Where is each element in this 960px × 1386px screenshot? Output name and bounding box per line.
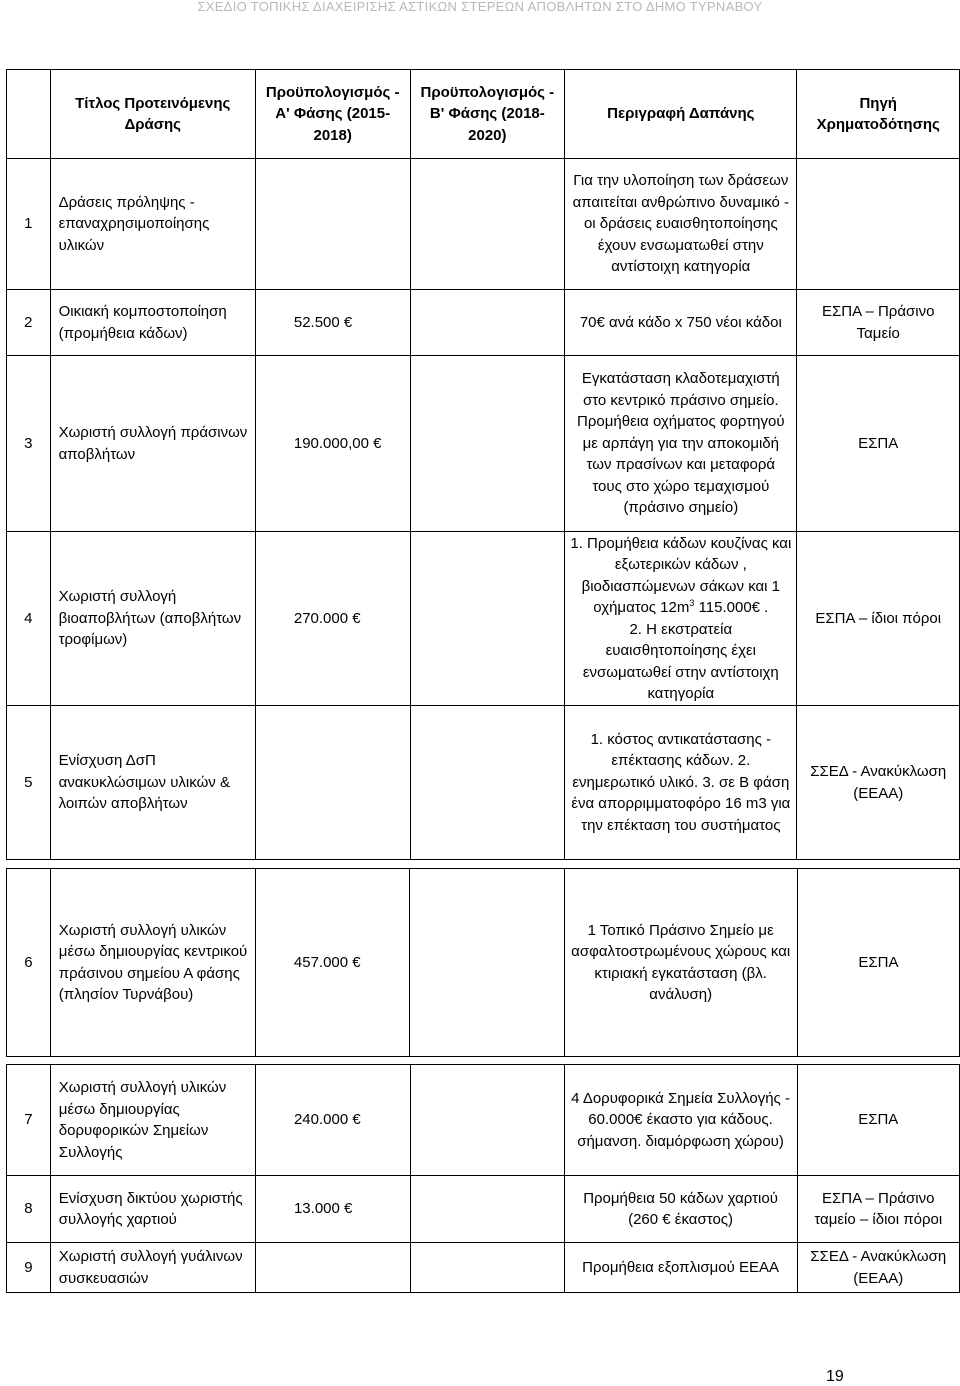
table-row <box>7 1065 960 1176</box>
row-funding: ΕΣΠΑ – ίδιοι πόροι <box>797 532 960 706</box>
row-budget-a <box>255 1243 410 1293</box>
row-budget-a: 457.000 € <box>255 869 410 1057</box>
row-funding: ΕΣΠΑ <box>797 869 959 1057</box>
row-title: Ενίσχυση δικτύου χωριστής συλλογής χαρτιού <box>50 1176 255 1243</box>
row-funding: ΣΣΕΔ - Ανακύκλωση (ΕΕΑΑ) <box>797 1243 960 1293</box>
row-number: 3 <box>7 356 51 532</box>
row-number: 1 <box>7 159 51 290</box>
actions-budget-table-part <box>6 868 960 1057</box>
header-description: Περιγραφή Δαπάνης <box>565 70 797 159</box>
row-budget-a <box>255 706 410 860</box>
header-budget-b: Προϋπολογισμός - Β' Φάσης (2018-2020) <box>410 70 565 159</box>
running-header: ΣΧΕΔΙΟ ΤΟΠΙΚΗΣ ΔΙΑΧΕΙΡΙΣΗΣ ΑΣΤΙΚΩΝ ΣΤΕΡΕΩΝ ΑΠΟΒΛΗΤΩΝ ΣΤΟ ΔΗΜΟ ΤΥΡΝΑΒΟΥ <box>197 0 763 14</box>
row-budget-b <box>410 159 565 290</box>
row-budget-b <box>410 706 565 860</box>
row-budget-a: 270.000 € <box>255 532 410 706</box>
row-budget-b <box>410 1065 564 1176</box>
row-title: Χωριστή συλλογή πράσινων αποβλήτων <box>50 356 255 532</box>
row-budget-a: 190.000,00 € <box>255 356 410 532</box>
header-number <box>7 70 51 159</box>
table-row <box>7 356 960 532</box>
table-header-row <box>7 70 960 159</box>
row-funding: ΕΣΠΑ <box>797 356 960 532</box>
header-budget-a: Προϋπολογισμός - Α' Φάσης (2015-2018) <box>255 70 410 159</box>
table-row <box>7 1243 960 1293</box>
row-title: Δράσεις πρόληψης - επαναχρησιμοποίησης υλικών <box>50 159 255 290</box>
row-number: 9 <box>7 1243 51 1293</box>
row-budget-b <box>410 869 564 1057</box>
row-description: Προμήθεια εξοπλισμού ΕΕΑΑ <box>564 1243 797 1293</box>
table-row <box>7 159 960 290</box>
row-title: Ενίσχυση ΔσΠ ανακυκλώσιμων υλικών & λοιπών αποβλήτων <box>50 706 255 860</box>
row-budget-b <box>410 532 565 706</box>
row-funding: ΕΣΠΑ – Πράσινο ταμείο – ίδιοι πόροι <box>797 1176 960 1243</box>
row-budget-a <box>255 159 410 290</box>
row-budget-a: 13.000 € <box>255 1176 410 1243</box>
row-funding: ΕΣΠΑ <box>797 1065 960 1176</box>
row-funding <box>797 159 960 290</box>
table-row <box>7 532 960 706</box>
row-description: 1 Τοπικό Πράσινο Σημείο με ασφαλτοστρωμένους χώρους και κτιριακή εγκατάσταση (βλ. ανάλυση) <box>564 869 797 1057</box>
row-title: Χωριστή συλλογή υλικών μέσω δημιουργίας κεντρικού πράσινου σημείου Α φάσης (πλησίον Τυρνάβου) <box>50 869 255 1057</box>
row-funding: ΕΣΠΑ – Πράσινο Ταμείο <box>797 290 960 356</box>
superscript: 3 <box>689 598 695 608</box>
header-title: Τίτλος Προτεινόμενης Δράσης <box>50 70 255 159</box>
row-number: 8 <box>7 1176 51 1243</box>
table-row <box>7 290 960 356</box>
description-part: 2. Η εκστρατεία ευαισθητοποίησης έχει ενσωματωθεί στην αντίστοιχη κατηγορία <box>582 620 779 702</box>
row-number: 2 <box>7 290 51 356</box>
row-description: Για την υλοποίηση των δράσεων απαιτείται ανθρώπινο δυναμικό - οι δράσεις ευαισθητοποίησης έχουν ενσωματωθεί στην αντίστοιχη κατηγορία <box>565 159 797 290</box>
row-title: Χωριστή συλλογή γυάλινων συσκευασιών <box>50 1243 255 1293</box>
row-title: Χωριστή συλλογή βιοαποβλήτων (αποβλήτων τροφίμων) <box>50 532 255 706</box>
row-budget-a: 240.000 € <box>255 1065 410 1176</box>
row-budget-b <box>410 1243 564 1293</box>
description-part: 1. Προμήθεια κάδων κουζίνας και εξωτερικών κάδων , βιοδιασπώμενων σάκων και 1 οχήματος 12m <box>570 534 792 616</box>
page-number: 19 <box>826 1368 844 1385</box>
row-funding: ΣΣΕΔ - Ανακύκλωση (ΕΕΑΑ) <box>797 706 960 860</box>
row-title: Οικιακή κομποστοποίηση (προμήθεια κάδων) <box>50 290 255 356</box>
table-row <box>7 869 960 1057</box>
description-part: 115.000€ . <box>694 599 769 616</box>
row-number: 5 <box>7 706 51 860</box>
row-description: Προμήθεια 50 κάδων χαρτιού (260 € έκαστος) <box>564 1176 797 1243</box>
actions-budget-table <box>6 69 960 860</box>
row-description: 1. κόστος αντικατάστασης - επέκτασης κάδων. 2. ενημερωτικό υλικό. 3. σε Β φάση ένα απορριμματοφόρο 16 m3 για την επέκταση του συστήματος <box>565 706 797 860</box>
actions-budget-table-part <box>6 1064 960 1293</box>
row-number: 7 <box>7 1065 51 1176</box>
row-description: 4 Δορυφορικά Σημεία Συλλογής - 60.000€ έκαστο για κάδους. σήμανση. διαμόρφωση χώρου) <box>564 1065 797 1176</box>
row-budget-a: 52.500 € <box>255 290 410 356</box>
row-budget-b <box>410 356 565 532</box>
row-number: 4 <box>7 532 51 706</box>
row-title: Χωριστή συλλογή υλικών μέσω δημιουργίας δορυφορικών Σημείων Συλλογής <box>50 1065 255 1176</box>
row-budget-b <box>410 1176 564 1243</box>
row-description: 70€ ανά κάδο x 750 νέοι κάδοι <box>565 290 797 356</box>
row-number: 6 <box>7 869 51 1057</box>
table-row <box>7 706 960 860</box>
row-description <box>565 532 797 706</box>
row-description: Εγκατάσταση κλαδοτεμαχιστή στο κεντρικό πράσινο σημείο. Προμήθεια οχήματος φορτηγού με αρπάγη για την αποκομιδή των πρασίνων και μεταφορά τους στο χώρο τεμαχισμού (πράσινο σημείο) <box>565 356 797 532</box>
table-row <box>7 1176 960 1243</box>
header-funding: Πηγή Χρηματοδότησης <box>797 70 960 159</box>
row-budget-b <box>410 290 565 356</box>
